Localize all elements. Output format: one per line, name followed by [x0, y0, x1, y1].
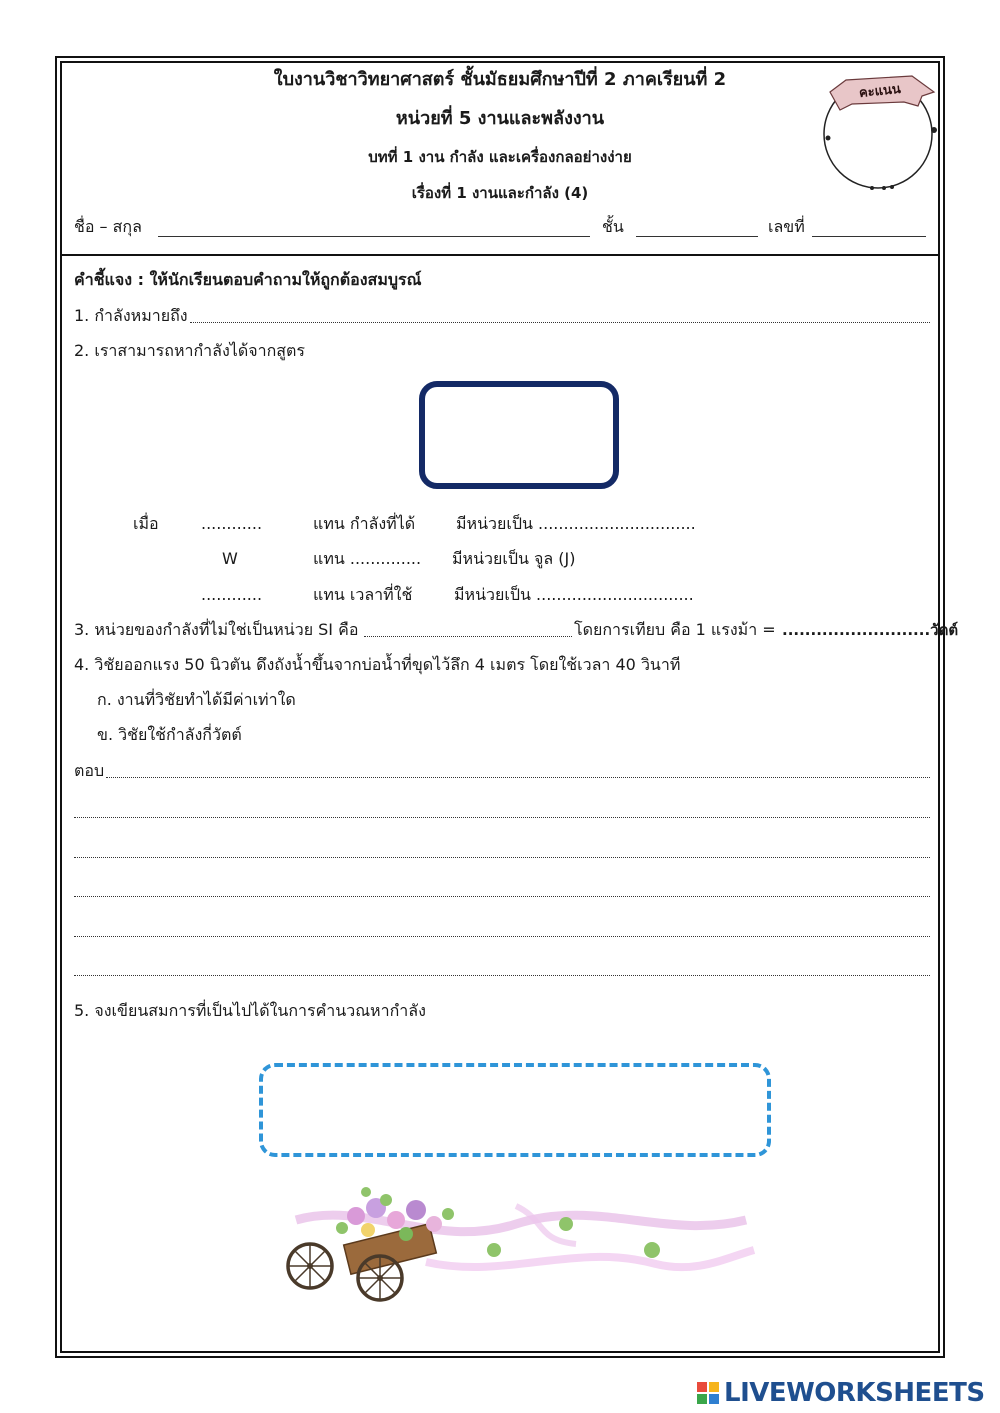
header-divider	[60, 254, 940, 256]
q4-answer-line-1[interactable]	[106, 777, 930, 778]
q4-text: 4. วิชัยออกแรง 50 นิวตัน ดึงถังน้ำขึ้นจากบ่อน้ำที่ขุดไว้ลึก 4 เมตร โดยใช้เวลา 40 วินาที	[74, 655, 681, 674]
q5-answer-box[interactable]	[259, 1063, 771, 1157]
q2-row3-unit[interactable]: มีหน่วยเป็น ...............................	[454, 585, 694, 604]
q2-row2-rep[interactable]: แทน ..............	[313, 549, 422, 568]
q5-text: 5. จงเขียนสมการที่เป็นไปได้ในการคำนวณหากำลัง	[74, 1001, 426, 1020]
q4-sub-a: ก. งานที่วิชัยทำได้มีค่าเท่าใด	[97, 690, 296, 709]
lesson-title: บทที่ 1 งาน กำลัง และเครื่องกลอย่างง่าย	[368, 148, 632, 166]
q3-text-b: โดยการเทียบ คือ 1 แรงม้า =	[574, 620, 776, 639]
q4-sub-b: ข. วิชัยใช้กำลังกี่วัตต์	[97, 725, 242, 744]
q3-text-c[interactable]: ..........................วัตต์	[782, 621, 959, 639]
q2-row1-unit[interactable]: มีหน่วยเป็น ...............................	[456, 514, 696, 533]
name-field[interactable]	[158, 236, 590, 237]
q3-answer-line[interactable]	[364, 636, 572, 637]
cart-box	[344, 1224, 437, 1274]
q2-when-label: เมื่อ	[133, 514, 159, 533]
q2-text: 2. เราสามารถหากำลังได้จากสูตร	[74, 341, 306, 360]
topic-title: เรื่องที่ 1 งานและกำลัง (4)	[411, 184, 589, 202]
number-label: เลขที่	[768, 217, 805, 236]
class-label: ชั้น	[602, 217, 624, 236]
score-label: คะแนน	[858, 81, 902, 102]
q2-row3-var[interactable]: ............	[201, 585, 263, 604]
q4-answer-label: ตอบ	[74, 761, 105, 780]
q4-answer-line-6[interactable]	[74, 975, 930, 976]
q4-answer-line-5[interactable]	[74, 936, 930, 937]
flower-cart-decoration	[276, 1180, 756, 1310]
formula-box[interactable]	[419, 381, 619, 489]
q4-answer-line-4[interactable]	[74, 896, 930, 897]
q4-answer-line-2[interactable]	[74, 817, 930, 818]
liveworksheets-brand[interactable]: LIVEWORKSHEETS	[724, 1378, 985, 1408]
q3-text-a: 3. หน่วยของกำลังที่ไม่ใช่เป็นหน่วย SI คือ	[74, 620, 359, 639]
q2-row2-unit: มีหน่วยเป็น จูล (J)	[452, 549, 576, 568]
name-label: ชื่อ – สกุล	[74, 217, 142, 236]
q1-answer-line[interactable]	[190, 322, 930, 323]
q1-text: 1. กำลังหมายถึง	[74, 306, 188, 325]
q4-answer-line-3[interactable]	[74, 857, 930, 858]
number-field[interactable]	[812, 236, 926, 237]
score-badge[interactable]	[818, 62, 938, 196]
liveworksheets-logo-icon	[697, 1378, 721, 1408]
unit-title: หน่วยที่ 5 งานและพลังงาน	[395, 108, 605, 129]
q2-row1-rep: แทน กำลังที่ได้	[313, 514, 416, 533]
q2-row1-var[interactable]: ............	[201, 514, 263, 533]
instructions: คำชี้แจง : ให้นักเรียนตอบคำถามให้ถูกต้องสมบูรณ์	[74, 270, 422, 289]
q2-row3-rep: แทน เวลาที่ใช้	[313, 585, 413, 604]
worksheet-title: ใบงานวิชาวิทยาศาสตร์ ชั้นมัธยมศึกษาปีที่ 2 ภาคเรียนที่ 2	[273, 69, 727, 90]
q2-row2-var: W	[222, 549, 238, 568]
class-field[interactable]	[636, 236, 758, 237]
